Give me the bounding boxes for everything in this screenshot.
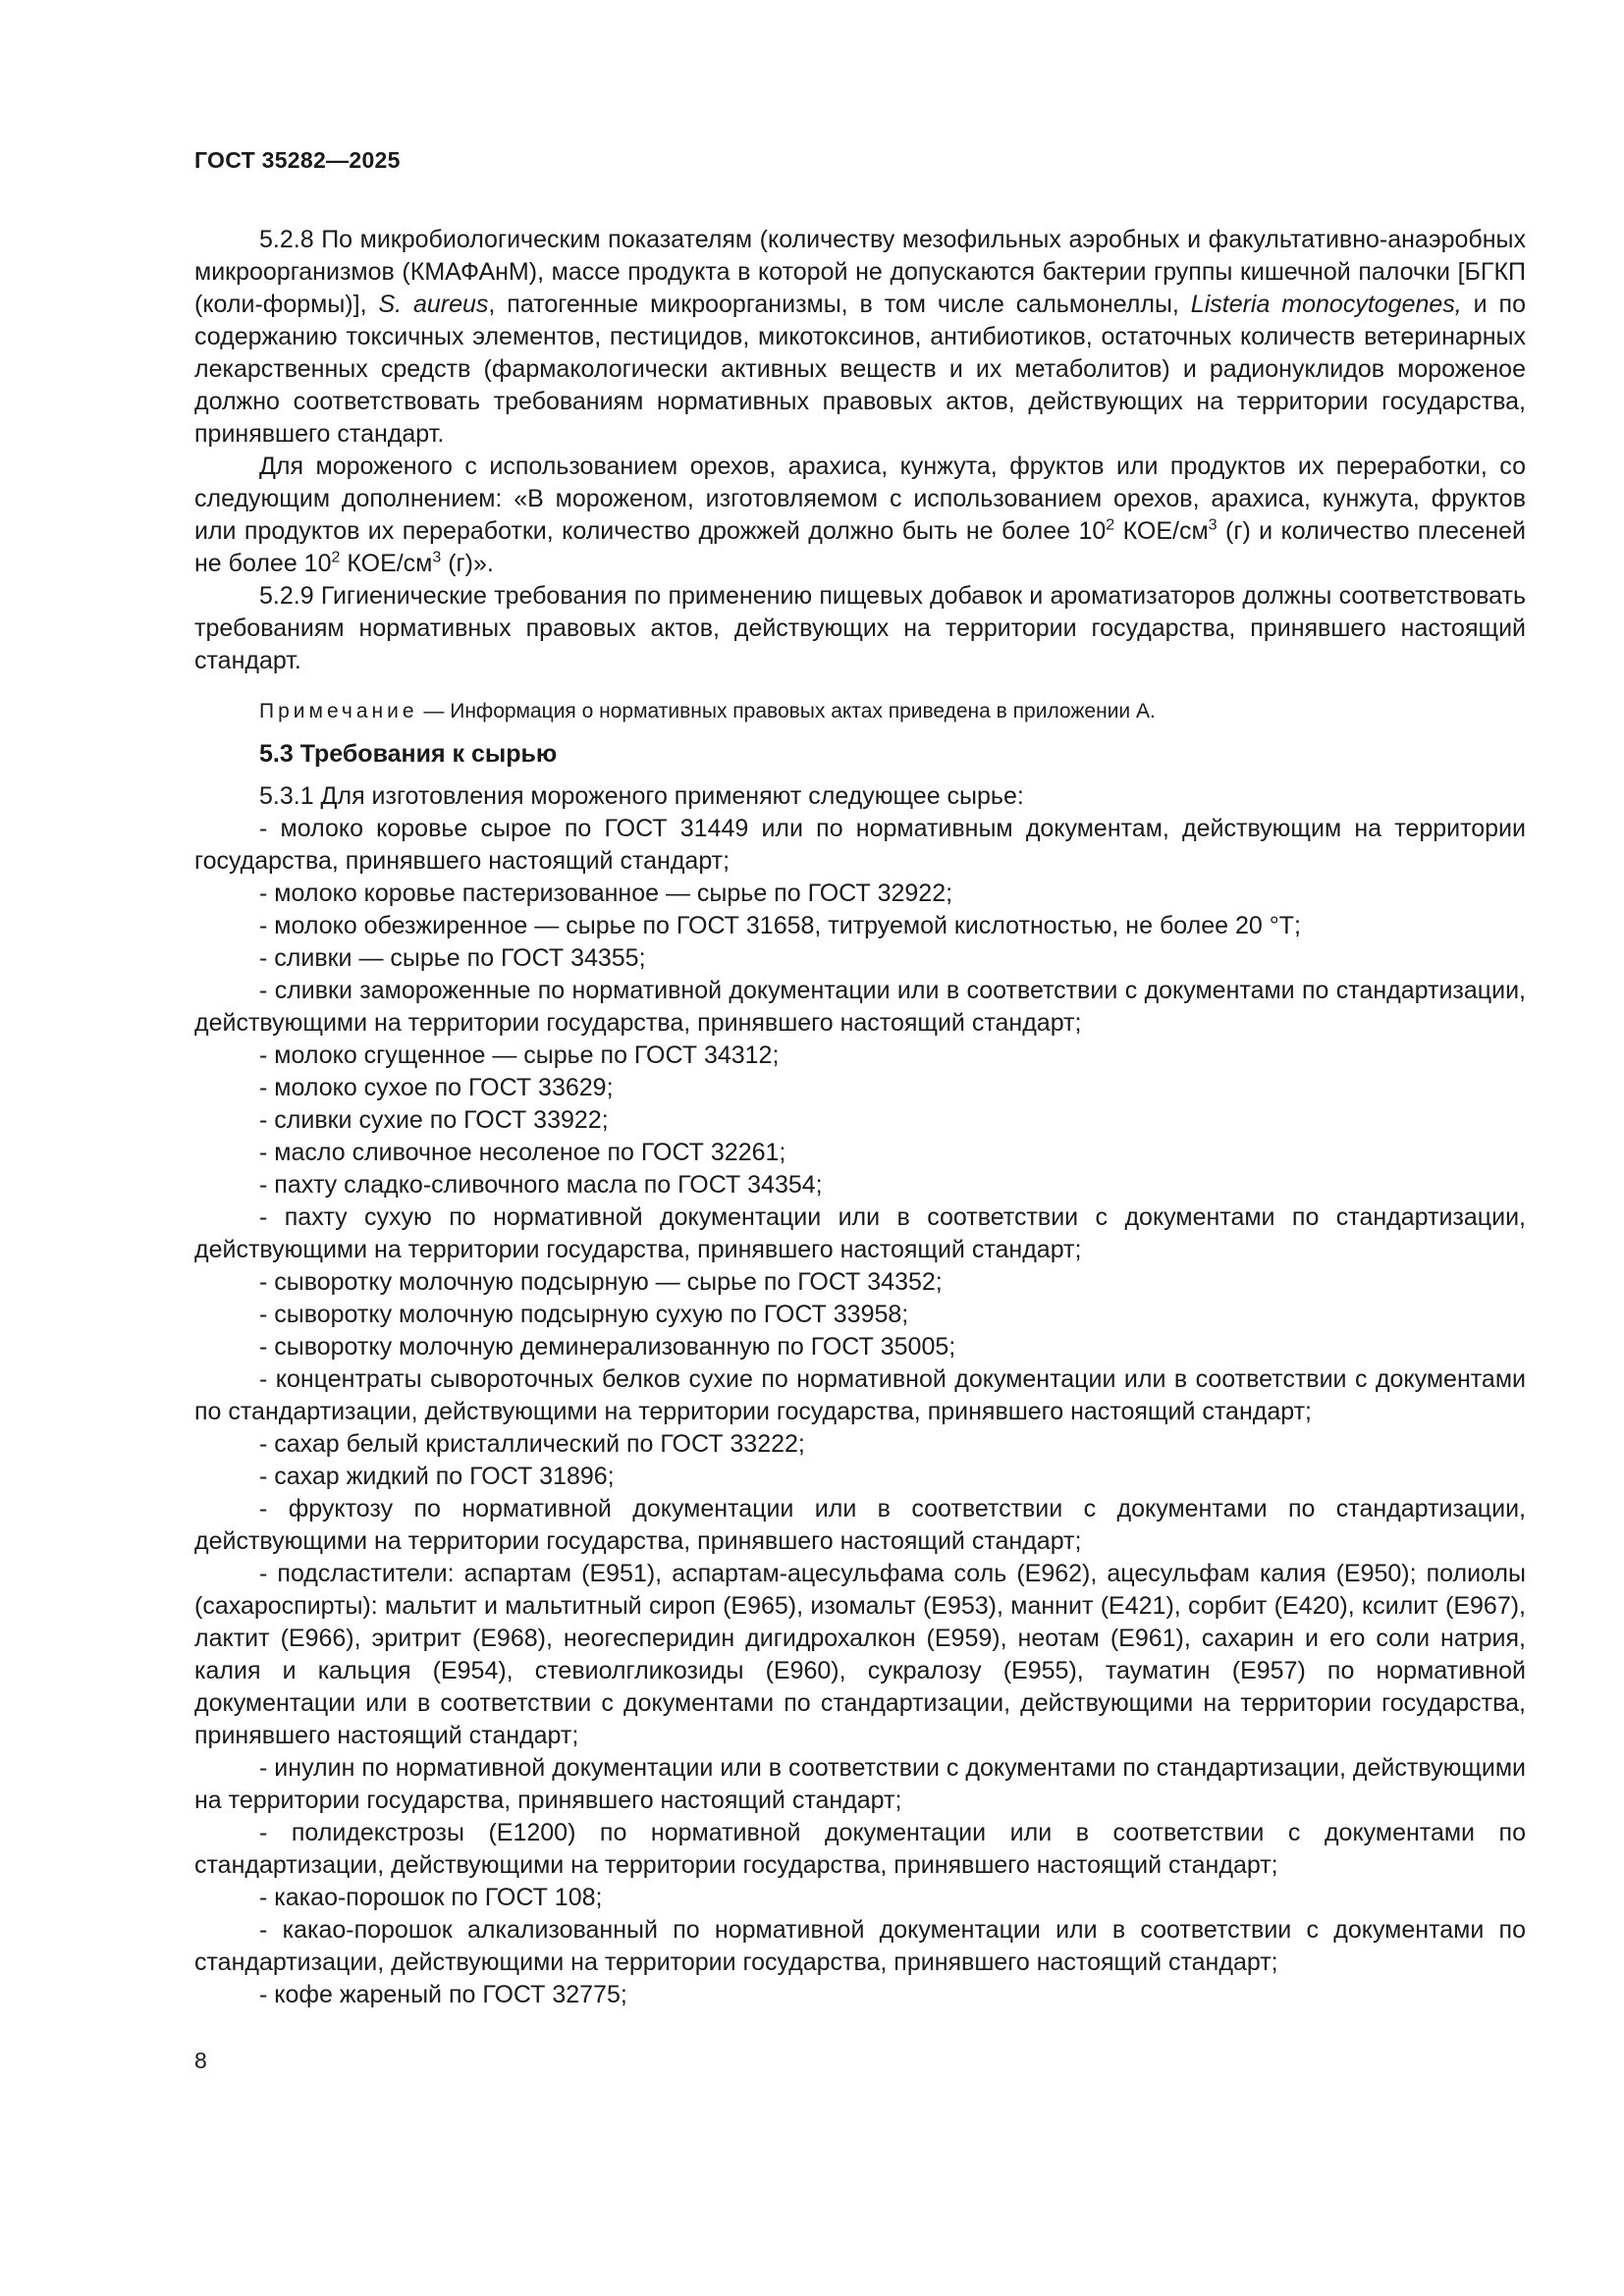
list-item: - инулин по нормативной документации или в соответствии с документами по стандартизации, действующими на территории государства, принявшего настоящий стандарт;: [194, 1752, 1526, 1817]
note-text: — Информация о нормативных правовых актах приведена в приложении А.: [417, 700, 1156, 722]
section-heading-5-3: 5.3 Требования к сырью: [259, 740, 558, 768]
paragraph-5-2-8: 5.2.8 По микробиологическим показателям (количеству мезофильных аэробных и факультативно-анаэробных микроорганизмов (КМАФАнМ), массе продукта в которой не допускаются бактерии группы кишечной палочки [БГКП (коли-формы)], S. aureus, патогенные микроорганизмы, в том числе сальмонеллы, Listeria monocytogenes, и по содержанию токсичных элементов, пестицидов, микотоксинов, антибиотиков, остаточных количеств ветеринарных лекарственных средств (фармакологически активных веществ и их метаболитов) и радионуклидов мороженое должно соответствовать требованиям нормативных правовых актов, действующих на территории государства, принявшего стандарт.: [194, 226, 1526, 448]
list-item: - кофе жареный по ГОСТ 32775;: [194, 1979, 1526, 2011]
list-item: - пахту сухую по нормативной документации или в соответствии с документами по стандартизации, действующими на территории государства, принявшего настоящий стандарт;: [194, 1201, 1526, 1266]
list-item: - концентраты сывороточных белков сухие по нормативной документации или в соответствии с документами по стандартизации, действующими на территории государства, принявшего настоящий стандарт;: [194, 1363, 1526, 1428]
list-item: - молоко коровье сырое по ГОСТ 31449 или по нормативным документам, действующим на территории государства, принявшего настоящий стандарт;: [194, 813, 1526, 878]
paragraph-nuts-addition: Для мороженого с использованием орехов, арахиса, кунжута, фруктов или продуктов их переработки, со следующим дополнением: «В мороженом, изготовляемом с использованием орехов, арахиса, кунжута, фруктов или продуктов их переработки, количество дрожжей должно быть не более $10^2$ КОЕ/$см^3$ (г) и количество плесеней не более $10^2$ КОЕ/$см^3$ (г)».: [194, 453, 1526, 577]
list-item: - сыворотку молочную деминерализованную по ГОСТ 35005;: [194, 1331, 1526, 1363]
list-item: - фруктозу по нормативной документации или в соответствии с документами по стандартизации, действующими на территории государства, принявшего настоящий стандарт;: [194, 1493, 1526, 1558]
list-item: - молоко сухое по ГОСТ 33629;: [194, 1072, 1526, 1104]
list-item: - какао-порошок алкализованный по нормативной документации или в соответствии с документами по стандартизации, действующими на территории государства, принявшего настоящий стандарт;: [194, 1914, 1526, 1979]
list-item: - сыворотку молочную подсырную — сырье по ГОСТ 34352;: [194, 1266, 1526, 1299]
list-item: - молоко обезжиренное — сырье по ГОСТ 31658, титруемой кислотностью, не более 20 °Т;: [194, 910, 1526, 942]
document-code-header: ГОСТ 35282—2025: [194, 147, 401, 173]
list-item: - сыворотку молочную подсырную сухую по ГОСТ 33958;: [194, 1299, 1526, 1331]
list-item: - сахар жидкий по ГОСТ 31896;: [194, 1461, 1526, 1493]
page-number: 8: [194, 2048, 207, 2073]
document-body: [194, 224, 1526, 2011]
note: [194, 697, 1526, 726]
list-item: - молоко коровье пастеризованное — сырье по ГОСТ 32922;: [194, 878, 1526, 910]
list-item: - пахту сладко-сливочного масла по ГОСТ 34354;: [194, 1169, 1526, 1201]
list-item: - какао-порошок по ГОСТ 108;: [194, 1882, 1526, 1914]
paragraph-5-3-1: 5.3.1 Для изготовления мороженого применяют следующее сырье:: [259, 782, 1024, 810]
list-item: - масло сливочное несоленое по ГОСТ 32261;: [194, 1137, 1526, 1169]
list-item: - сливки замороженные по нормативной документации или в соответствии с документами по стандартизации, действующими на территории государства, принявшего настоящий стандарт;: [194, 975, 1526, 1040]
note-label: Примечание: [259, 700, 418, 722]
list-item: - сливки сухие по ГОСТ 33922;: [194, 1104, 1526, 1137]
list-item: - полидекстрозы (Е1200) по нормативной документации или в соответствии с документами по стандартизации, действующими на территории государства, принявшего настоящий стандарт;: [194, 1817, 1526, 1882]
list-item: - молоко сгущенное — сырье по ГОСТ 34312;: [194, 1040, 1526, 1072]
raw-materials-list: [194, 813, 1526, 2011]
list-item: - сахар белый кристаллический по ГОСТ 33222;: [194, 1428, 1526, 1461]
list-item: - подсластители: аспартам (Е951), аспартам-ацесульфама соль (Е962), ацесульфам калия (Е950); полиолы (сахароспирты): мальтит и мальтитный сироп (Е965), изомальт (Е953), маннит (Е421), сорбит (Е420), ксилит (Е967), лактит (Е966), эритрит (Е968), неогесперидин дигидрохалкон (Е959), неотам (Е961), сахарин и его соли натрия, калия и кальция (Е954), стевиолгликозиды (Е960), сукралозу (Е955), тауматин (Е957) по нормативной документации или в соответствии с документами по стандартизации, действующими на территории государства, принявшего настоящий стандарт;: [194, 1558, 1526, 1752]
list-item: - сливки — сырье по ГОСТ 34355;: [194, 942, 1526, 975]
paragraph-5-2-9: 5.2.9 Гигиенические требования по применению пищевых добавок и ароматизаторов должны соответствовать требованиям нормативных правовых актов, действующих на территории государства, принявшего настоящий стандарт.: [194, 582, 1526, 674]
